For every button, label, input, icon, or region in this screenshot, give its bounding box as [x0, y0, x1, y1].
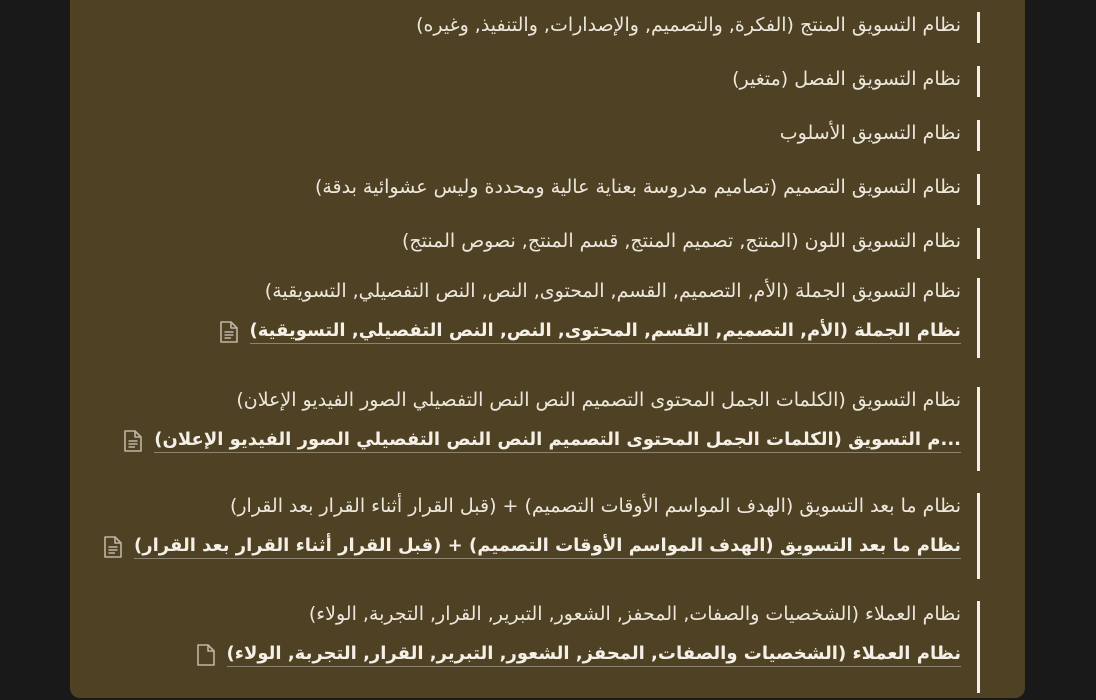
- list-item: [732, 66, 980, 97]
- page-link[interactable]: [218, 319, 961, 344]
- list-item: [402, 228, 980, 259]
- item-title: نظام ما بعد التسويق (الهدف المواسم الأوقات التصميم) + (قبل القرار أثناء القرار بعد القرار): [229, 495, 961, 517]
- list-item: [122, 387, 980, 471]
- document-text-icon: [218, 320, 240, 344]
- content-card: [70, 0, 1025, 698]
- item-title: نظام التسويق (الكلمات الجمل المحتوى التصميم النص النص التفصيلي الصور الفيديو الإعلان): [236, 389, 961, 411]
- document-blank-icon: [195, 643, 217, 667]
- page-link-label[interactable]: ...م التسويق (الكلمات الجمل المحتوى التصميم النص النص التفصيلي الصور الفيديو الإعلان): [154, 428, 961, 453]
- page-link-label[interactable]: نظام ما بعد التسويق (الهدف المواسم الأوقات التصميم) + (قبل القرار أثناء القرار بعد القرار): [134, 534, 961, 559]
- page-link[interactable]: [122, 428, 961, 453]
- item-title: نظام التسويق المنتج (الفكرة, والتصميم, والإصدارات, والتنفيذ, وغيره): [416, 14, 961, 36]
- page-link[interactable]: [102, 534, 961, 559]
- item-title: نظام التسويق الأسلوب: [779, 122, 961, 144]
- item-title: نظام التسويق الجملة (الأم, التصميم, القسم, المحتوى, النص, النص التفصيلي, التسويقية): [264, 280, 961, 302]
- item-title: نظام التسويق الفصل (متغير): [732, 68, 961, 90]
- list-item: [780, 120, 980, 151]
- item-title: نظام التسويق التصميم (تصاميم مدروسة بعناية عالية ومحددة وليس عشوائية بدقة): [314, 176, 961, 198]
- list-item: [315, 174, 980, 205]
- list-item: [218, 278, 980, 358]
- list-item: [195, 601, 980, 693]
- page-link[interactable]: [195, 642, 961, 667]
- document-text-icon: [122, 429, 144, 453]
- list-item: [416, 12, 980, 43]
- item-title: نظام العملاء (الشخصيات والصفات, المحفز, الشعور, التبرير, القرار, التجربة, الولاء): [308, 603, 961, 625]
- item-title: نظام التسويق اللون (المنتج, تصميم المنتج, قسم المنتج, نصوص المنتج): [401, 230, 961, 252]
- page-link-label[interactable]: نظام الجملة (الأم, التصميم, القسم, المحتوى, النص, النص التفصيلي, التسويقية): [250, 319, 961, 344]
- page-link-label[interactable]: نظام العملاء (الشخصيات والصفات, المحفز, الشعور, التبرير, القرار, التجربة, الولاء): [227, 642, 961, 667]
- list-item: [102, 493, 980, 579]
- document-text-icon: [102, 535, 124, 559]
